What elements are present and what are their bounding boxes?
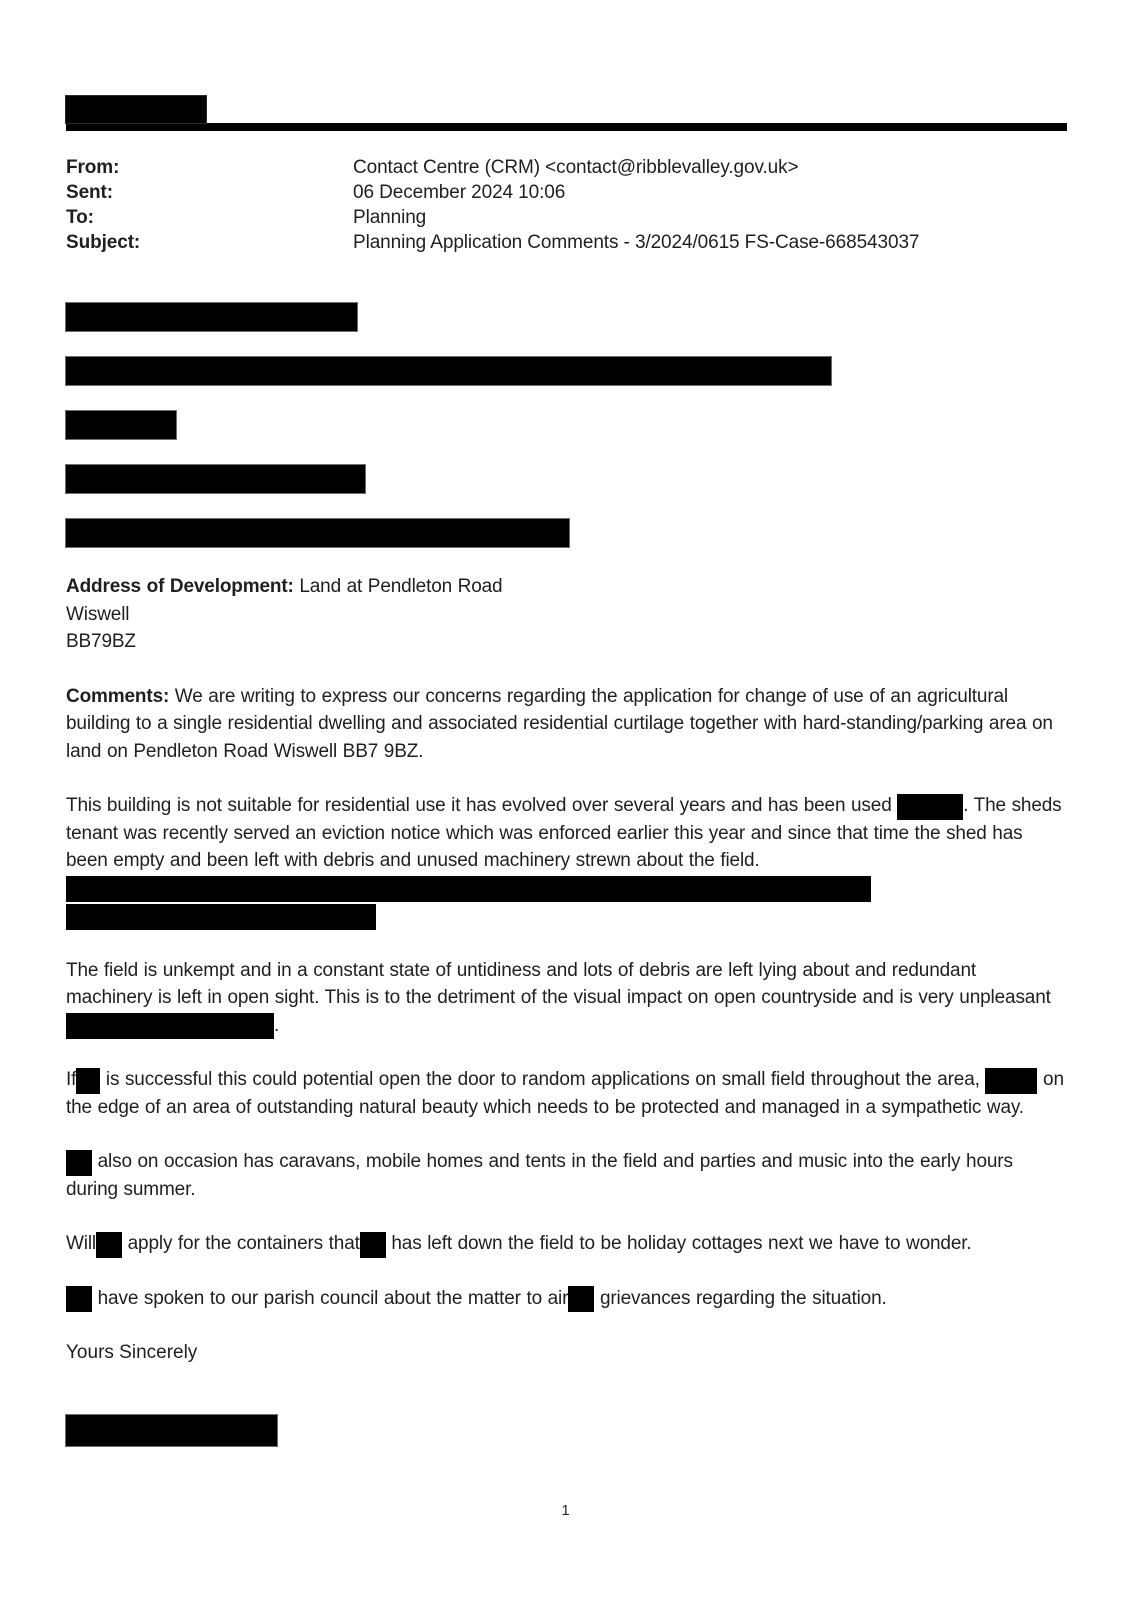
- email-header-row-from: [66, 155, 1067, 180]
- redaction-bar: [66, 519, 569, 547]
- body-text: apply for the containers that: [122, 1233, 360, 1254]
- signoff: Yours Sincerely: [66, 1342, 198, 1363]
- body-text: .: [274, 1014, 280, 1036]
- document-content: [66, 96, 1067, 1446]
- to-value: Planning: [353, 207, 427, 228]
- body-paragraph: [66, 1285, 1067, 1313]
- body-paragraph: [66, 957, 1067, 1040]
- body-text: Land at Pendleton Road: [293, 576, 503, 597]
- inline-redaction: [66, 1150, 92, 1176]
- from-value: Contact Centre (CRM) <contact@ribblevalley.gov.uk>: [353, 157, 799, 178]
- subject-label: Subject:: [66, 232, 141, 253]
- inline-redaction: [66, 1286, 92, 1312]
- sent-value: 06 December 2024 10:06: [353, 182, 566, 203]
- inline-redaction: [66, 876, 871, 902]
- body-paragraph: [66, 1148, 1067, 1203]
- email-header-row-subject: [66, 230, 1067, 255]
- bold-label: Comments:: [66, 685, 170, 707]
- body-text: This building is not suitable for residential use it has evolved over several years and has been used: [66, 795, 898, 816]
- email-header: [66, 155, 1067, 255]
- inline-redaction: [66, 1013, 274, 1039]
- redaction-bar: [66, 411, 176, 439]
- inline-redaction: [568, 1286, 594, 1312]
- signature-redaction: [66, 1415, 277, 1446]
- inline-redaction: [96, 1232, 122, 1258]
- bold-label: Address of Development:: [66, 576, 294, 597]
- subject-value: Planning Application Comments - 3/2024/0615 FS-Case-668543037: [353, 232, 920, 253]
- inline-redaction: [985, 1068, 1037, 1094]
- redaction-bar: [66, 357, 831, 385]
- address-of-development-block: [66, 573, 1067, 656]
- body-text: also on occasion has caravans, mobile homes and tents in the field and parties and music into the early hours during summer.: [66, 1151, 1013, 1200]
- body-paragraph: [66, 1230, 1067, 1258]
- body-text: If: [66, 1069, 77, 1090]
- body-text: We are writing to express our concerns regarding the application for change of use of an agricultural building to a single residential dwelling and associated residential curtilage together with hard-standing/parking area on land on Pendleton Road Wiswell BB7 9BZ.: [66, 685, 1053, 762]
- to-label: To:: [66, 207, 94, 228]
- email-header-row-to: [66, 205, 1067, 230]
- redacted-sender-name: [66, 96, 206, 123]
- inline-redaction: [76, 1068, 100, 1094]
- inline-redaction: [66, 904, 376, 930]
- inline-redaction: [360, 1232, 386, 1258]
- body-text: Will: [66, 1233, 96, 1254]
- body-text: . The sheds tenant was recently served an eviction notice which was enforced earlier this year and since that time the shed has been empty and been left with debris and unused machinery strewn about the field.: [66, 795, 1062, 871]
- from-label: From:: [66, 157, 120, 178]
- body-text: is successful this could potential open the door to random applications on small field throughout the area,: [100, 1069, 986, 1090]
- redaction-bar: [66, 465, 365, 493]
- body-text: has left down the field to be holiday cottages next we have to wonder.: [385, 1233, 972, 1254]
- redacted-details-block: [66, 303, 1067, 547]
- body-text: Wiswell: [66, 603, 130, 625]
- body-text: grievances regarding the situation.: [594, 1287, 887, 1309]
- body-paragraph-comments: [66, 683, 1067, 766]
- body-text: The field is unkempt and in a constant state of untidiness and lots of debris are left lying about and redundant machinery is left in open sight. This is to the detriment of the visual impact on open countryside and is very unpleasant: [66, 959, 1051, 1008]
- page-number: 1: [561, 1502, 570, 1519]
- body-paragraph: [66, 792, 1067, 930]
- sent-label: Sent:: [66, 182, 114, 203]
- redaction-bar: [66, 303, 357, 331]
- header-divider-redaction: [66, 123, 1067, 131]
- body-text: BB79BZ: [66, 631, 136, 652]
- body-text: on the edge of an area of outstanding natural beauty which needs to be protected and managed in a sympathetic way.: [66, 1069, 1064, 1118]
- inline-redaction: [897, 794, 963, 820]
- email-header-row-sent: [66, 180, 1067, 205]
- body-text: have spoken to our parish council about the matter to air: [92, 1287, 569, 1309]
- body-paragraph: [66, 1066, 1067, 1121]
